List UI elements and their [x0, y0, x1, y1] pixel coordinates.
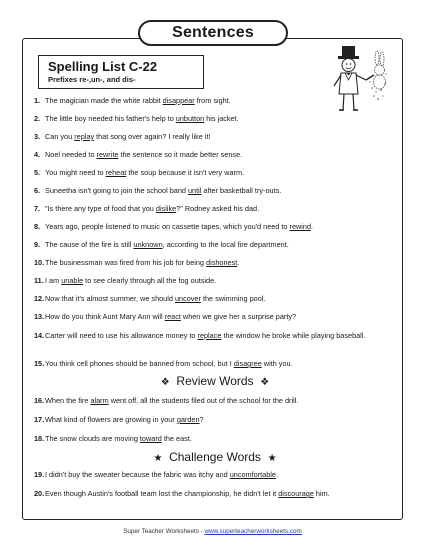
- spelling-word: uncover: [174, 294, 201, 303]
- list-item: 18. The snow clouds are moving toward the east.: [34, 434, 192, 443]
- spelling-word: unbutton: [175, 114, 205, 123]
- list-item: 1. The magician made the white rabbit disappear from sight.: [34, 96, 231, 105]
- list-item: 17. What kind of flowers are growing in your garden?: [34, 415, 204, 424]
- list-item: 16. When the fire alarm went off, all the students filed out of the school for the drill.: [34, 396, 299, 405]
- spelling-word: discourage: [278, 489, 314, 498]
- list-item: 2. The little boy needed his father's help to unbutton his jacket.: [34, 114, 239, 123]
- list-item: 15. You think cell phones should be banned from school, but I disagree with you.: [34, 359, 293, 368]
- spelling-word: replay: [74, 132, 95, 141]
- spelling-word: dishonest: [206, 258, 238, 267]
- spelling-word: replace: [197, 331, 222, 340]
- spelling-word: reheat: [105, 168, 127, 177]
- star-icon: ★: [153, 453, 163, 464]
- page-title: [138, 20, 288, 46]
- spelling-word: unknown: [133, 240, 163, 249]
- list-item: 13. How do you think Aunt Mary Ann will react when we give her a surprise party?: [34, 312, 297, 321]
- list-item: 19. I didn't buy the sweater because the fabric was itchy and uncomfortable.: [34, 470, 279, 479]
- list-item: 8. Years ago, people listened to music on cassette tapes, which you'd need to rewind.: [34, 222, 314, 231]
- spelling-word: garden: [176, 415, 200, 424]
- spelling-list-title: Spelling List C-22: [48, 59, 158, 74]
- spelling-word: disappear: [162, 96, 195, 105]
- page-title-text: Sentences: [172, 24, 254, 41]
- list-item: 7. "Is there any type of food that you dislike?" Rodney asked his dad.: [34, 204, 260, 213]
- spelling-list-box: [38, 55, 204, 89]
- spelling-word: until: [187, 186, 202, 195]
- diamond-icon: ❖: [260, 377, 270, 388]
- review-words-heading: ❖ Review Words ❖: [160, 374, 270, 388]
- list-item: 9. The cause of the fire is still unknown, according to the local fire department.: [34, 240, 289, 249]
- list-item: 12. Now that it's almost summer, we should uncover the swimming pool.: [34, 294, 266, 303]
- spelling-word: rewind: [289, 222, 312, 231]
- list-item: 14. Carter will need to use his allowance money to replace the window he broke while playing baseball.: [34, 331, 366, 340]
- spelling-word: react: [164, 312, 181, 321]
- footer-text: Super Teacher Worksheets -: [123, 528, 205, 535]
- list-item: 6. Suneetha isn't going to join the school band until after basketball try-outs.: [34, 186, 282, 195]
- footer: [0, 528, 425, 535]
- list-item: 4. Noel needed to rewrite the sentence so it made better sense.: [34, 150, 243, 159]
- spelling-list-subtitle: Prefixes re-,un-, and dis-: [48, 75, 136, 84]
- star-icon: ★: [267, 453, 277, 464]
- spelling-word: unable: [61, 276, 84, 285]
- footer-link[interactable]: www.superteacherworksheets.com: [204, 528, 302, 535]
- spelling-word: dislike: [155, 204, 177, 213]
- list-item: 20. Even though Austin's football team lost the championship, he didn't let it discourage him.: [34, 489, 330, 498]
- list-item: 5. You might need to reheat the soup because it isn't very warm.: [34, 168, 245, 177]
- spelling-word: toward: [139, 434, 162, 443]
- diamond-icon: ❖: [160, 377, 170, 388]
- challenge-words-heading: ★ Challenge Words ★: [153, 450, 277, 464]
- list-item: 10. The businessman was fired from his job for being dishonest.: [34, 258, 240, 267]
- list-item: 3. Can you replay that song over again? I really like it!: [34, 132, 211, 141]
- spelling-word: rewrite: [96, 150, 119, 159]
- spelling-word: uncomfortable: [229, 470, 276, 479]
- list-item: 11. I am unable to see clearly through all the fog outside.: [34, 276, 217, 285]
- spelling-word: alarm: [90, 396, 109, 405]
- spelling-word: disagree: [233, 359, 262, 368]
